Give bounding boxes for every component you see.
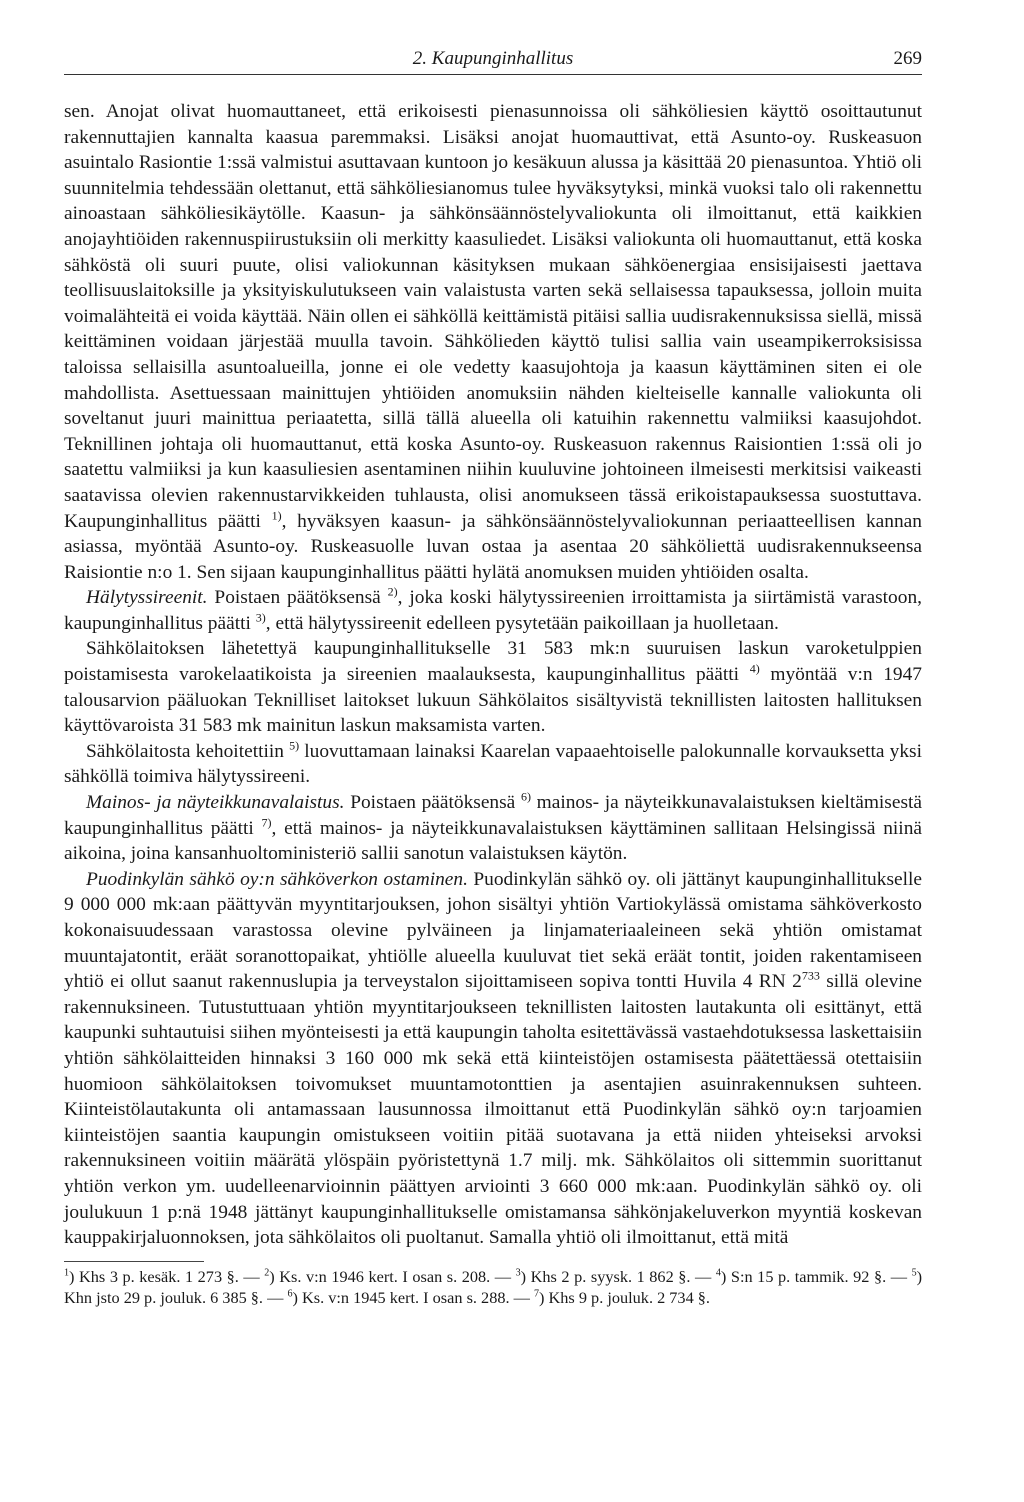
footnote-ref: 4) — [749, 661, 760, 676]
chapter-title: 2. Kaupunginhallitus — [412, 48, 574, 69]
paragraph-4: Sähkölaitosta kehoitettiin $^{5)}$ luovuttamaan lainaksi Kaarelan vapaaehtoiselle palokunnalle korvauksetta yksi sähköllä toimiva hälytyssireeni. — [64, 738, 922, 788]
footnote-2: $^2$) Ks. v:n 1946 kert. I osan s. 208. — [264, 1266, 491, 1286]
paragraph-6: Puodinkylän sähkö oy:n sähköverkon ostaminen. Puodinkylän sähkö oy. oli jättänyt kaupunginhallitukselle 9 000 000 mk:aan päättyvän myyntitarjouksen, johon sisältyi yhtiön Vartiokylässä omistama sähköverkosto kokonaisuudessaan varastossa olevine pylväineen ja linjamateriaaleineen sekä yhtiön omistamat muuntajatontit, eräät soranottopaikat, yhtiölle alueella kuuluvat tiet sekä eräät tontit, joiden rakentamiseen yhtiö ei ollut saanut rakennuslupia ja terveystalon sijoittamiseen sopiva tontti Huvila 4 RN $2^{733}$ sillä olevine rakennuksineen. Tutustuttuaan yhtiön myyntitarjoukseen teknillisten laitosten lautakunta oli esittänyt, että kaupunki suhtautuisi siihen myönteisesti ja että kaupungin taholta esitettävässä vastaehdotuksessa laskettaisiin yhtiön sähkölaitteiden hinnaksi 3 160 000 mk sekä että kiinteistöjen ostamisesta päätettäessä otettaisiin huomioon sähkölaitoksen toivomukset muuntamotonttien ja asentajien asuinrakennuksen suhteen. Kiinteistölautakunta oli antamassaan lausunnossa ilmoittanut että Puodinkylän sähkö oy:n tarjoamien kiinteistöjen saantia kaupungin omistukseen voitiin pitää suotavana ja että niiden yhteiseksi arvoksi rakennuksineen voitiin määrätä ylöspäin pyöristettynä 1.7 milj. mk. Sähkölaitos oli sittemmin suorittanut yhtiön verkon ym. uudelleenarvioinnin päättyen arviointi 3 660 000 mk:aan. Puodinkylän sähkö oy. oli joulukuun 1 p:nä 1948 jättänyt kaupunginhallitukselle omistamansa sähkönjakeluverkon myyntiä koskevan kauppakirjaluonnoksen, jota sähkölaitos oli puoltanut. Samalla yhtiö oli ilmoittanut, että mitä — [64, 868, 922, 1249]
footnote-6: $^6$) Ks. v:n 1945 kert. I osan s. 288. — [287, 1287, 510, 1307]
footnote-7: $^7$) Khs 9 p. jouluk. 2 734 §. — [533, 1287, 710, 1307]
section-heading-halytyssireenit: Hälytyssireenit. — [86, 587, 208, 609]
paragraph-5: Mainos- ja näyteikkunavalaistus. Poistaen päätöksensä $^{6)}$ mainos- ja näyteikkunavalaistuksen kieltämisestä kaupunginhallitus päätti $^{7)}$, että mainos- ja näyteikkunavalaistuksen käyttäminen sallitaan Helsingissä niinä aikoina, joina kansanhuoltoministeriö sallii sanotun valaistuksen käytön. — [64, 789, 922, 865]
footnote-ref: 2) — [387, 584, 398, 599]
footnote-ref: 3) — [255, 610, 266, 625]
footnote-4: $^4$) S:n 15 p. tammik. 92 §. — [715, 1266, 887, 1286]
footnote-ref: 7) — [261, 815, 272, 830]
paragraph-2: Hälytyssireenit. Poistaen päätöksensä $^{2)}$, joka koski hälytyssireenien irroittamista ja siirtämistä varastoon, kaupunginhallitus päätti $^{3)}$, että hälytyssireenit edelleen pysytetään paikoillaan ja huolletaan. — [64, 584, 922, 634]
superscript-number: 733 — [801, 968, 820, 983]
body-text — [64, 99, 922, 1251]
footnote-3: $^3$) Khs 2 p. syysk. 1 862 §. — [515, 1266, 691, 1286]
footnote-ref: 6) — [520, 789, 531, 804]
running-header — [64, 40, 922, 75]
footnote-1: $^1$) Khs 3 p. kesäk. 1 273 §. — [64, 1266, 239, 1286]
footnote-ref: 5) — [289, 738, 300, 753]
section-heading-mainos: Mainos- ja näyteikkunavalaistus. — [86, 792, 345, 814]
footnotes: $^1$) Khs 3 p. kesäk. 1 273 §. — $^2$) Ks. v:n 1946 kert. I osan s. 208. — $^3$) Khs 2 p. syysk. 1 862 §. — $^4$) S:n 15 p. tammik. 92 §. — $^5$) Khn jsto 29 p. jouluk. 6 385 §. — $^6$) Ks. v:n 1945 kert. I osan s. 288. — $^7$) Khs 9 p. jouluk. 2 734 §. — [64, 1266, 923, 1307]
document-page — [64, 40, 922, 1308]
section-heading-puodinkyla: Puodinkylän sähkö oy:n sähköverkon ostaminen. — [86, 868, 468, 890]
footnote-separator — [64, 1261, 204, 1262]
page-number: 269 — [893, 48, 922, 69]
paragraph-3: Sähkölaitoksen lähetettyä kaupunginhallitukselle 31 583 mk:n suuruisen laskun varoketulppien poistamisesta varokelaatikoista ja sireenien maalauksesta, kaupunginhallitus päätti $^{4)}$ myöntää v:n 1947 talousarvion pääluokan Teknilliset laitokset lukuun Sähkölaitos sisältyvistä teknillisten laitosten hallituksen käyttövaroista 31 583 mk mainitun laskun maksamista varten. — [64, 638, 923, 737]
paragraph-1: sen. Anojat olivat huomauttaneet, että erikoisesti pienasunnoissa oli sähköliesien käyttö osoittautunut rakennuttajien kannalta kaasua paremmaksi. Lisäksi anojat huomauttivat, että Asunto-oy. Ruskeasuon asuintalo Rasiontie 1:ssä valmistui asuttavaan kuntoon jo kesäkuun alussa ja käsittää 20 pienasuntoa. Yhtiö oli suunnitelmia tehdessään olettanut, että sähköliesianomus tulee hyväksytyksi, minkä vuoksi talo oli rakennettu ainoastaan sähköliesikäytölle. Kaasun- ja sähkönsäännöstelyvaliokunta oli ilmoittanut, että kaikkien anojayhtiöiden rakennuspiirustuksiin oli merkitty kaasuliedet. Lisäksi valiokunta oli huomauttanut, että koska sähköstä oli suuri puute, olisi valiokunnan käsityksen mukaan sähköenergiaa ensisijaisesti jaettava teollisuuslaitoksille ja yksityiskulutukseen vain valaistusta varten sekä sellaisessa tapauksessa, jolloin muita voimalähteitä ei voida käyttää. Näin ollen ei sähköllä keittämistä pitäisi sallia uudisrakennuksissa siellä, missä keittäminen voidaan järjestää muulla tavoin. Sähkölieden käyttö tulisi sallia vain useampikerroksisissa taloissa sellaisilla asuntoalueilla, jonne ei ole vedetty kaasujohtoja ja kaasun käyttäminen siten ei ole mahdollista. Asettuessaan mainittujen yhtiöiden anomuksiin nähden kielteiselle kannalle valiokunta oli soveltanut juuri mainittua periaatetta, sillä tällä alueella oli katuihin rakennettu valmiiksi kaasujohdot. Teknillinen johtaja oli huomauttanut, että koska Asunto-oy. Ruskeasuon rakennus Raisiontien 1:ssä oli jo saatettu valmiiksi ja kun kaasuliesien asentaminen niihin kuuluvine johtoineen ilmeisesti merkitsisi vaikeasti saatavissa olevien rakennustarvikkeiden tuhlausta, olisi anomukseen tässä erikoistapauksessa suostuttava. Kaupunginhallitus päätti $^{1)}$, hyväksyen kaasun- ja sähkönsäännöstelyvaliokunnan periaatteellisen kannan asiassa, myöntää Asunto-oy. Ruskeasuolle luvan ostaa ja asentaa 20 sähköliettä uudisrakennukseensa Raisiontie n:o 1. Sen sijaan kaupunginhallitus päätti hylätä anomuksen muiden yhtiöiden osalta. — [64, 101, 922, 583]
footnote-5: $^5$) Khn jsto 29 p. jouluk. 6 385 §. — [64, 1266, 923, 1307]
footnote-ref: 1) — [271, 508, 282, 523]
